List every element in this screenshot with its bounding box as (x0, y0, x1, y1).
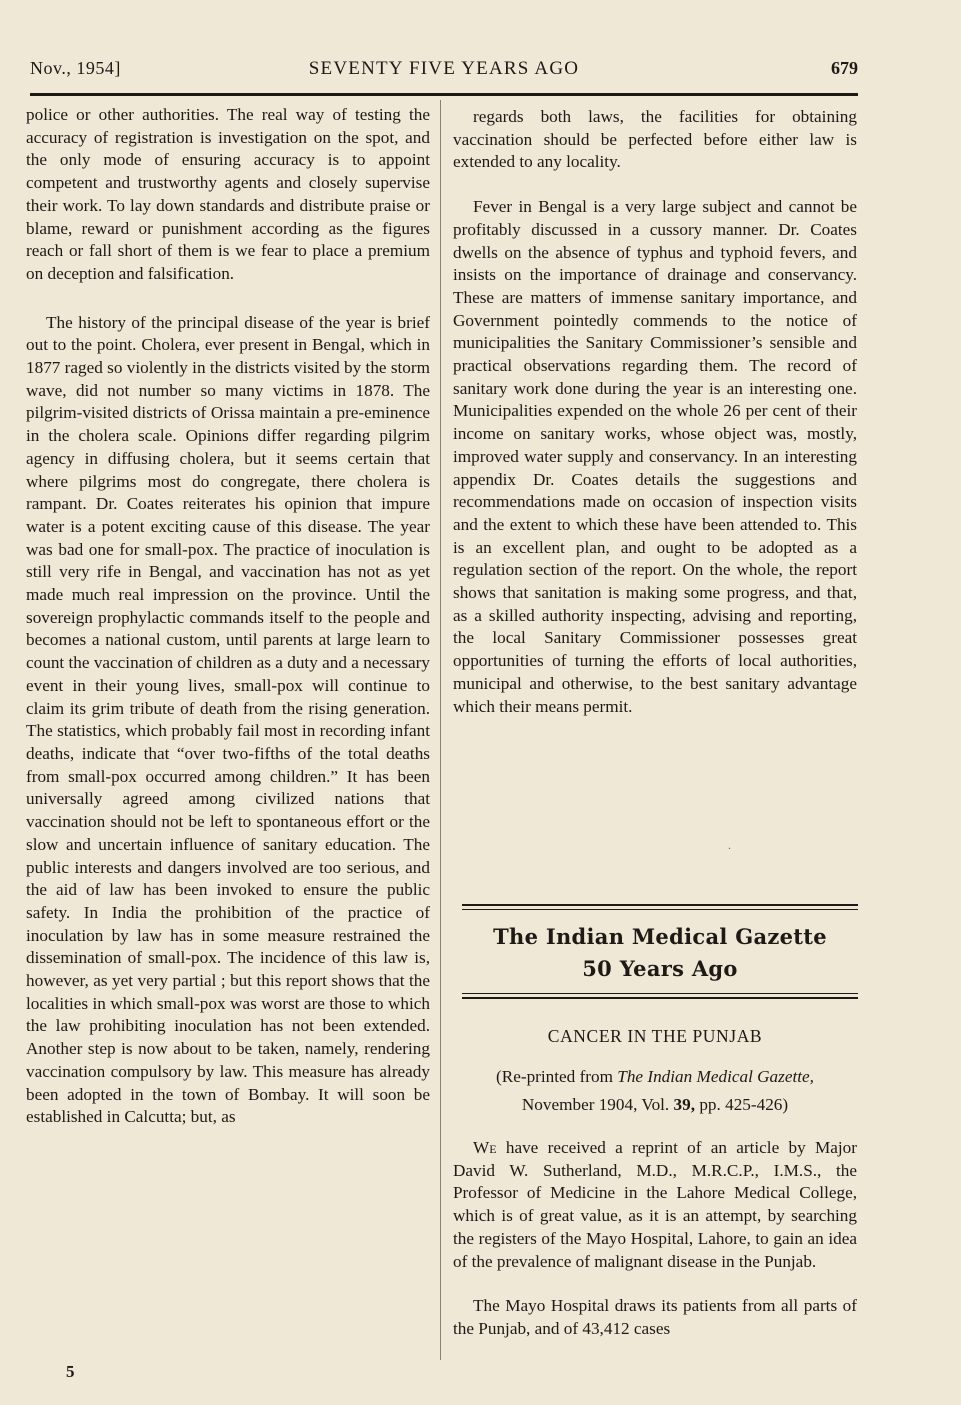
article-lead-word: We (473, 1138, 497, 1157)
article-paragraph-1-text: have received a reprint of an article by Major David W. Sutherland, M.D., M.R.C.P., I.M.S., the Professor of Medicine in the Lahore Medical College, which is of great value, as it is an attempt, by searching the registers of the Mayo Hospital, Lahore, to gain an idea of the prevalence of malignant disease in the Punjab. (453, 1138, 857, 1271)
header-rule (30, 93, 858, 96)
right-paragraph-2: Fever in Bengal is a very large subject and cannot be profitably discussed in a cussory manner. Dr. Coates dwells on the absence of typhus and typhoid fevers, and insists on the importance of drainage and conservancy. These are matters of immense sanitary importance, and Government pointedly commends to the notice of municipalities the Sanitary Commissioner’s sensible and practical observations regarding them. The record of sanitary work done during the year is an interesting one. Municipalities expended on the whole 26 per cent of their income on sanitary works, whose object was, mostly, improved water supply and conservancy. In an interesting appendix Dr. Coates details the suggestions and recommendations made on occasion of inspection visits and the extent to which these have been attended to. This is an excellent plan, and ought to be adopted as a regulation section of the report. On the whole, the report shows that sanitation is making some progress, and that, as a skilled authority inspecting, advising and reporting, the local Sanitary Commissioner possesses great opportunities of turning the efforts of local authorities, municipal and otherwise, to the best sanitary advantage which their means permit. (453, 197, 857, 716)
banner-rule-bottom-thin (462, 993, 858, 994)
reprint-pages: pp. 425-426) (695, 1095, 789, 1114)
left-paragraph-2: The history of the principal disease of the year is brief out to the point. Cholera, ever present in Bengal, which in 1877 raged so violently in the districts visited by the storm wave, did not number so many victims in 1878. The pilgrim-visited districts of Orissa maintain a pre-eminence in the cholera scale. Opinions differ regarding pilgrim agency in diffusing cholera, but it seems certain that where pilgrims most do congregate, there cholera is rampant. Dr. Coates reiterates his opinion that impure water is a potent exciting cause of this disease. The year was bad one for small-pox. The practice of inoculation is still very rife in Bengal, and vaccination has not as yet made much real impression on the province. Until the sovereign prophylactic commands itself to the people and becomes a national custom, until parents at large learn to count the vaccination of children as a duty and a necessary event in their young lives, small-pox will continue to claim its grim tribute of death from the rising generation. The statistics, which probably fail most in recording infant deaths, indicate that “over two-fifths of the total deaths from small-pox occurred among children.” It has been universally agreed among civilized nations that vaccination should not be left to spontaneous effort or the slow and uncertain influence of sanitary education. The public interests and dangers involved are too serious, and the aid of law has been invoked to ensure the public safety. In India the prohibition of the practice of inoculation by law has in some measure restrained the dissemination of small-pox. The incidence of this law is, however, as yet very partial ; but this report shows that the localities in which small-pox was worst are those to which the law prohibiting inoculation has not been extended. Another step is now about to be taken, namely, rendering vaccination compulsory by law. This measure has already been adopted in the town of Bombay. It will soon be established in Calcutta; but, as (26, 312, 430, 1127)
article-paragraph-1 (453, 1137, 857, 1273)
banner-rule-top-thick (462, 904, 858, 906)
banner-rule-bottom-thick (462, 997, 858, 999)
gazette-banner (462, 900, 858, 1000)
article-body (453, 1137, 857, 1341)
right-column (453, 106, 857, 718)
column-divider (440, 100, 441, 1360)
left-column (26, 104, 430, 1129)
reprint-volume: 39, (673, 1095, 696, 1114)
banner-rule-top-thin (462, 909, 858, 910)
reprint-note (453, 1063, 857, 1119)
running-header (30, 58, 858, 88)
right-paragraph-1: regards both laws, the facilities for obtaining vaccination should be perfected before either law is extended to any locality. (453, 107, 857, 172)
left-paragraph-1: police or other authorities. The real way of testing the accuracy of registration is investigation on the spot, and the only mode of ensuring accuracy is to appoint competent and trustworthy agents and closely supervise their work. To lay down standards and distribute praise or blame, reward or punishment according as the figures reach or fall short of them is we fear to place a premium on deception and falsification. (26, 105, 430, 283)
header-title: SEVENTY FIVE YEARS AGO (308, 58, 580, 79)
article-paragraph-2: The Mayo Hospital draws its patients from all parts of the Punjab, and of 43,412 cases (453, 1296, 857, 1338)
header-page-number: 679 (831, 58, 858, 78)
stray-mark: . (728, 838, 731, 852)
section-title: CANCER IN THE PUNJAB (547, 1026, 763, 1046)
gazette-banner-subtitle: 50 Years Ago (582, 956, 738, 981)
reprint-prefix: (Re-printed from (496, 1067, 618, 1086)
gazette-banner-title: The Indian Medical Gazette (493, 924, 827, 949)
reprint-journal: The Indian Medical Gazette, (617, 1067, 814, 1086)
reprint-date: November 1904, Vol. (521, 1095, 674, 1114)
header-date: Nov., 1954] (30, 58, 121, 78)
footer-page-number: 5 (66, 1362, 75, 1381)
